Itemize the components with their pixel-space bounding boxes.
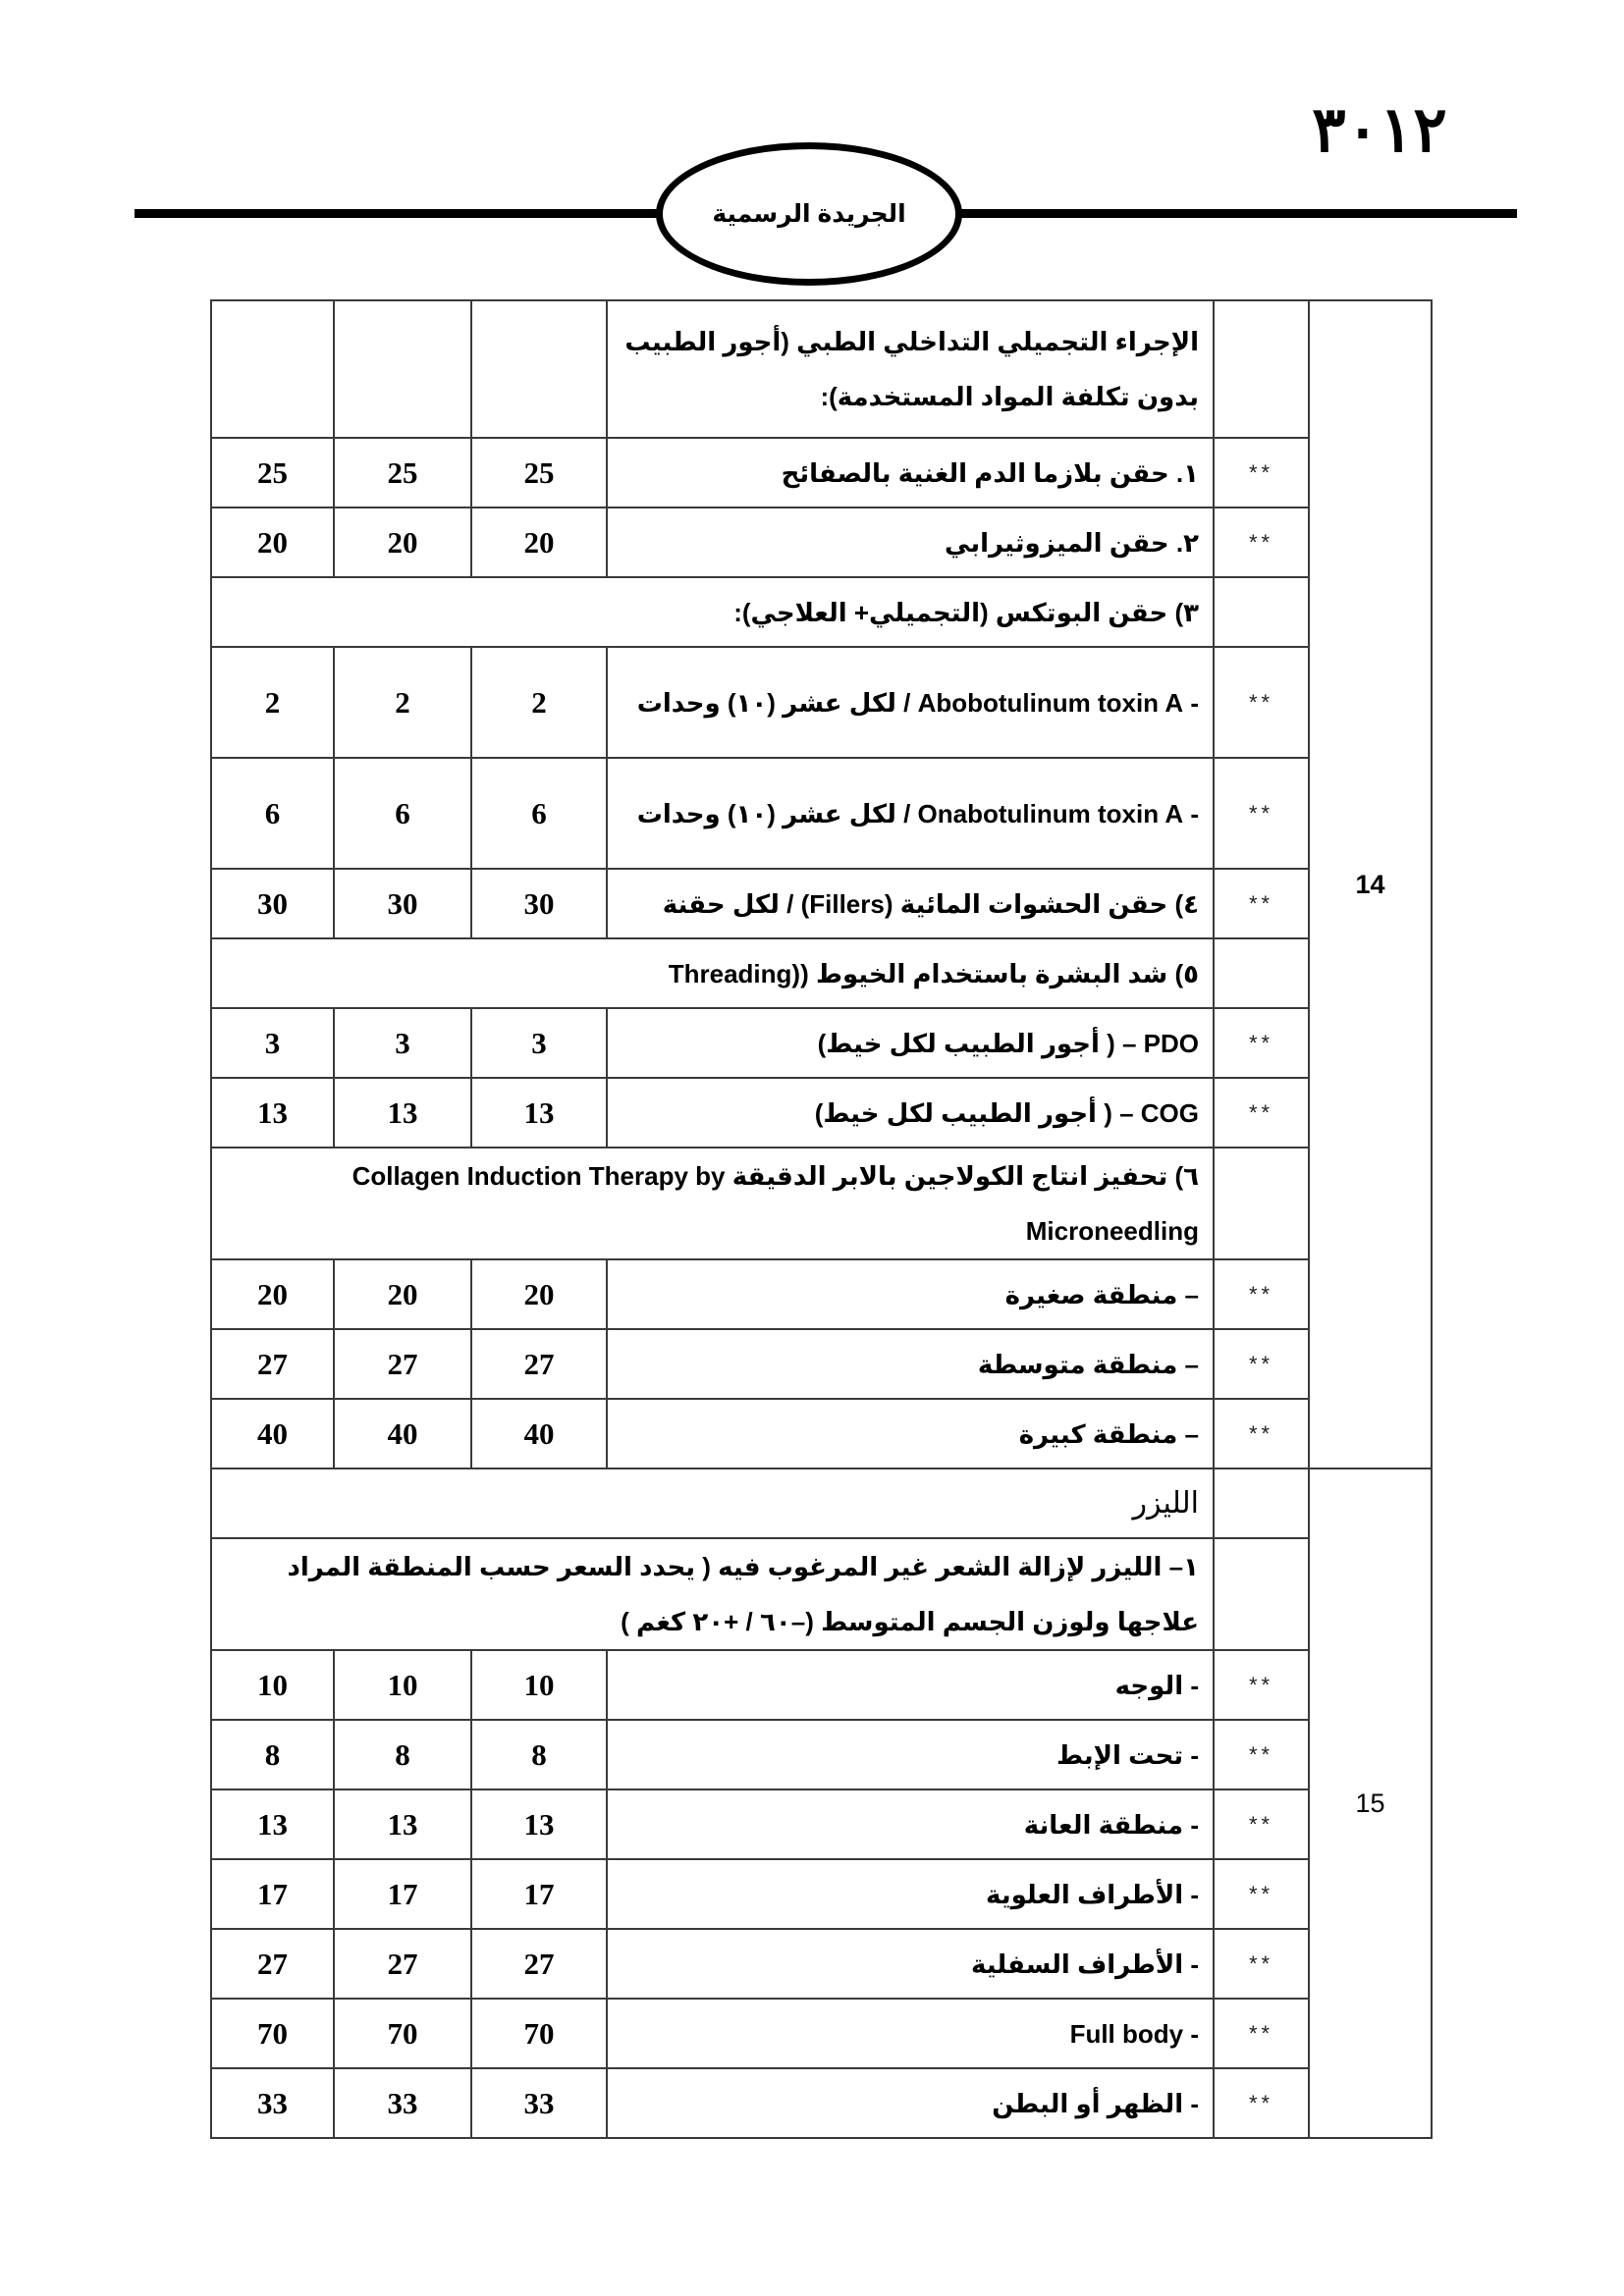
value-cell: 13	[211, 1789, 334, 1859]
marker-cell: **	[1214, 1720, 1309, 1789]
value-cell: 8	[211, 1720, 334, 1789]
value-cell: 20	[471, 507, 607, 577]
item-description: – منطقة صغيرة	[607, 1259, 1214, 1329]
subheading: ١– الليزر لإزالة الشعر غير المرغوب فيه ( يحدد السعر حسب المنطقة المراد علاجها ولوزن الجسم المتوسط (–٦٠ / +٢٠ كغم )	[211, 1538, 1214, 1650]
table-row	[211, 869, 1432, 938]
section-number: 14	[1309, 300, 1432, 1468]
item-description: ٤) حقن الحشوات المائية (Fillers) / لكل حقنة	[607, 869, 1214, 938]
marker-cell: **	[1214, 1650, 1309, 1720]
item-description: ٢. حقن الميزوثيرابي	[607, 507, 1214, 577]
value-cell: 10	[334, 1650, 471, 1720]
value-cell: 13	[334, 1789, 471, 1859]
table-row	[211, 1259, 1432, 1329]
value-cell: 40	[471, 1399, 607, 1468]
table-row	[211, 300, 1432, 438]
table-row	[211, 1650, 1432, 1720]
table-row	[211, 1078, 1432, 1148]
value-cell: 40	[211, 1399, 334, 1468]
table-row	[211, 2068, 1432, 2138]
value-cell: 2	[334, 647, 471, 758]
value-cell: 70	[334, 1999, 471, 2068]
value-cell: 33	[334, 2068, 471, 2138]
section-title: الليزر	[211, 1468, 1214, 1538]
marker-cell	[1214, 938, 1309, 1008]
marker-cell: **	[1214, 1399, 1309, 1468]
marker-cell: **	[1214, 438, 1309, 507]
value-cell: 10	[211, 1650, 334, 1720]
marker-cell: **	[1214, 1929, 1309, 1999]
value-cell: 25	[211, 438, 334, 507]
value-cell: 70	[211, 1999, 334, 2068]
value-cell: 27	[211, 1329, 334, 1399]
marker-cell	[1214, 577, 1309, 647]
value-cell: 17	[334, 1859, 471, 1929]
value-cell: 27	[471, 1329, 607, 1399]
item-description: - الأطراف السفلية	[607, 1929, 1214, 1999]
table-row	[211, 1329, 1432, 1399]
table-row	[211, 1008, 1432, 1078]
value-cell: 20	[211, 1259, 334, 1329]
table-row	[211, 1538, 1432, 1650]
item-description: - Abobotulinum toxin A / لكل عشر (١٠) وحدات	[607, 647, 1214, 758]
item-description: – منطقة متوسطة	[607, 1329, 1214, 1399]
value-cell	[334, 300, 471, 438]
subheading: ٣) حقن البوتكس (التجميلي+ العلاجي):	[211, 577, 1214, 647]
item-description: - الظهر أو البطن	[607, 2068, 1214, 2138]
value-cell: 13	[211, 1078, 334, 1148]
table-row	[211, 1859, 1432, 1929]
value-cell: 27	[471, 1929, 607, 1999]
item-description: COG – ( أجور الطبيب لكل خيط)	[607, 1078, 1214, 1148]
marker-cell: **	[1214, 1789, 1309, 1859]
value-cell: 33	[471, 2068, 607, 2138]
marker-cell	[1214, 300, 1309, 438]
value-cell: 20	[471, 1259, 607, 1329]
value-cell: 27	[334, 1329, 471, 1399]
table-row	[211, 577, 1432, 647]
table-row	[211, 1929, 1432, 1999]
value-cell: 17	[211, 1859, 334, 1929]
item-description: PDO – ( أجور الطبيب لكل خيط)	[607, 1008, 1214, 1078]
value-cell: 6	[471, 758, 607, 869]
marker-cell: **	[1214, 507, 1309, 577]
publication-title: الجريدة الرسمية	[712, 200, 906, 228]
subheading: ٦) تحفيز انتاج الكولاجين بالابر الدقيقة Collagen Induction Therapy by Microneedling	[211, 1148, 1214, 1259]
fees-table	[210, 299, 1433, 2139]
marker-cell: **	[1214, 1859, 1309, 1929]
value-cell	[471, 300, 607, 438]
value-cell: 20	[211, 507, 334, 577]
marker-cell: **	[1214, 647, 1309, 758]
marker-cell: **	[1214, 1329, 1309, 1399]
value-cell: 3	[211, 1008, 334, 1078]
table-row	[211, 438, 1432, 507]
value-cell: 3	[471, 1008, 607, 1078]
marker-cell: **	[1214, 1008, 1309, 1078]
value-cell: 13	[334, 1078, 471, 1148]
table-row	[211, 647, 1432, 758]
value-cell: 10	[471, 1650, 607, 1720]
marker-cell: **	[1214, 2068, 1309, 2138]
item-description: ١. حقن بلازما الدم الغنية بالصفائح	[607, 438, 1214, 507]
marker-cell: **	[1214, 758, 1309, 869]
table-row	[211, 1720, 1432, 1789]
value-cell: 2	[211, 647, 334, 758]
value-cell: 27	[334, 1929, 471, 1999]
table-row	[211, 1789, 1432, 1859]
item-description: - الوجه	[607, 1650, 1214, 1720]
value-cell: 25	[334, 438, 471, 507]
section-number: 15	[1309, 1468, 1432, 2138]
section-heading: الإجراء التجميلي التداخلي الطبي (أجور الطبيب بدون تكلفة المواد المستخدمة):	[607, 300, 1214, 438]
table-row	[211, 1468, 1432, 1538]
table-row	[211, 1999, 1432, 2068]
marker-cell	[1214, 1468, 1309, 1538]
item-description: - تحت الإبط	[607, 1720, 1214, 1789]
value-cell: 2	[471, 647, 607, 758]
marker-cell: **	[1214, 869, 1309, 938]
value-cell: 8	[471, 1720, 607, 1789]
value-cell: 13	[471, 1789, 607, 1859]
table-row	[211, 1148, 1432, 1259]
value-cell: 30	[334, 869, 471, 938]
value-cell: 17	[471, 1859, 607, 1929]
item-description: - الأطراف العلوية	[607, 1859, 1214, 1929]
item-description: - منطقة العانة	[607, 1789, 1214, 1859]
subheading: ٥) شد البشرة باستخدام الخيوط ((Threading	[211, 938, 1214, 1008]
item-description: - Onabotulinum toxin A / لكل عشر (١٠) وحدات	[607, 758, 1214, 869]
value-cell: 6	[211, 758, 334, 869]
value-cell: 8	[334, 1720, 471, 1789]
page-number: ٣٠١٢	[1312, 93, 1447, 167]
value-cell: 13	[471, 1078, 607, 1148]
item-description: - Full body	[607, 1999, 1214, 2068]
value-cell: 30	[471, 869, 607, 938]
table-row	[211, 507, 1432, 577]
value-cell: 40	[334, 1399, 471, 1468]
value-cell: 3	[334, 1008, 471, 1078]
table-row	[211, 938, 1432, 1008]
publication-title-ellipse	[656, 142, 962, 286]
value-cell: 20	[334, 507, 471, 577]
marker-cell	[1214, 1148, 1309, 1259]
marker-cell	[1214, 1538, 1309, 1650]
table-row	[211, 1399, 1432, 1468]
value-cell: 33	[211, 2068, 334, 2138]
item-description: – منطقة كبيرة	[607, 1399, 1214, 1468]
value-cell: 27	[211, 1929, 334, 1999]
value-cell: 25	[471, 438, 607, 507]
table-row	[211, 758, 1432, 869]
value-cell: 6	[334, 758, 471, 869]
value-cell: 30	[211, 869, 334, 938]
value-cell	[211, 300, 334, 438]
marker-cell: **	[1214, 1259, 1309, 1329]
value-cell: 20	[334, 1259, 471, 1329]
marker-cell: **	[1214, 1078, 1309, 1148]
value-cell: 70	[471, 1999, 607, 2068]
marker-cell: **	[1214, 1999, 1309, 2068]
